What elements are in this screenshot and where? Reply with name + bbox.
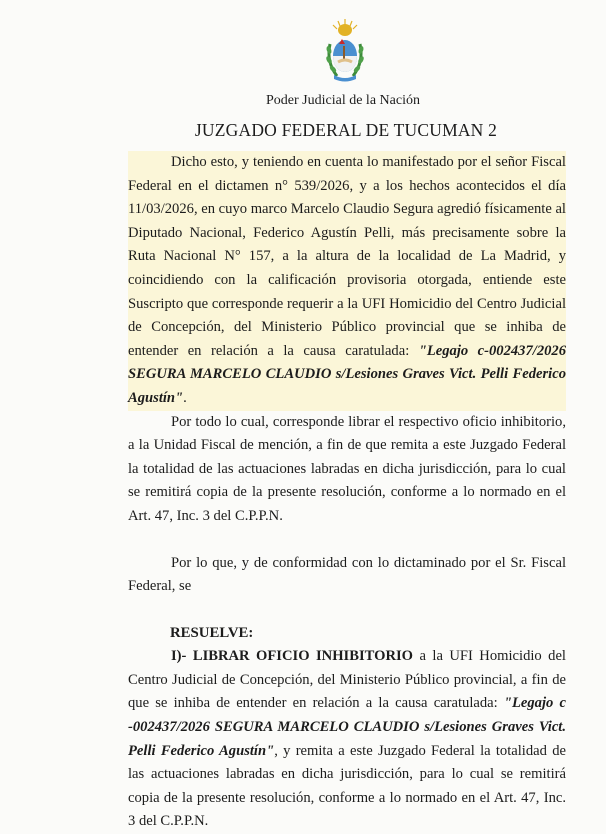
resolve-item-1-label: I)- LIBRAR OFICIO INHIBITORIO [171,648,414,665]
argentina-coat-of-arms-icon [324,18,366,84]
paragraph-conclusion: Por todo lo cual, corresponde librar el respectivo oficio inhibitorio, a la Unidad Fiscal de mención, a fin de que remita a este Juzgado Federal la totalidad de las actuaciones labradas en dicha jurisdicción, para lo cual se remitirá copia de la presente resolución, conforme a lo normado en el Art. 47, Inc. 3 del C.P.P.N. [128,413,566,524]
paragraph-facts-end: . [183,389,187,406]
paragraph-ruling-intro: Por lo que, y de conformidad con lo dictaminado por el Sr. Fiscal Federal, se [128,554,566,595]
resolution-body [128,151,566,834]
paragraph-facts-text: Dicho esto, y teniendo en cuenta lo manifestado por el señor Fiscal Federal en el dictamen n° 539/2026, y a los hechos acontecidos el día 11/03/2026, en cuyo marco Marcelo Claudio Segura agredió físicamente al Diputado Nacional, Federico Agustín Pelli, más precisamente sobre la Ruta Nacional N° 157, a la altura de la localidad de La Madrid, y coincidiendo con la calificación provisoria otorgada, entiende este Suscripto que corresponde requerir a la UFI Homicidio del Centro Judicial de Concepción, del Ministerio Público provincial que se inhiba de entender en relación a la causa caratulada: [128,154,566,359]
resolve-item-1-text: a la UFI Homicidio del Centro Judicial de Concepción, del Ministerio Público provincial, a fin de que se inhiba de entender en relación a la causa caratulada: [128,648,566,712]
resolve-item-1-rest: , y remita a este Juzgado Federal la totalidad de las actuaciones labradas en dicha jurisdicción, para lo cual se remitirá copia de la presente resolución, conforme a lo normado en el Art. 47, Inc. 3 del C.P.P.N. [128,742,566,830]
court-title: JUZGADO FEDERAL DE TUCUMAN 2 [194,120,498,140]
organization-header: Poder Judicial de la Nación [266,93,420,108]
resolve-heading: RESUELVE: [170,624,254,641]
resolve-item-1 [128,645,566,834]
resolve-item-1-cause: "Legajo c -002437/2026 SEGURA MARCELO CLAUDIO s/Lesiones Graves Vict. Pelli Federico Agustín" [128,695,566,759]
cause-title: "Legajo c-002437/2026 SEGURA MARCELO CLAUDIO s/Lesiones Graves Vict. Pelli Federico Agustín" [128,342,567,406]
paragraph-facts [128,151,566,411]
